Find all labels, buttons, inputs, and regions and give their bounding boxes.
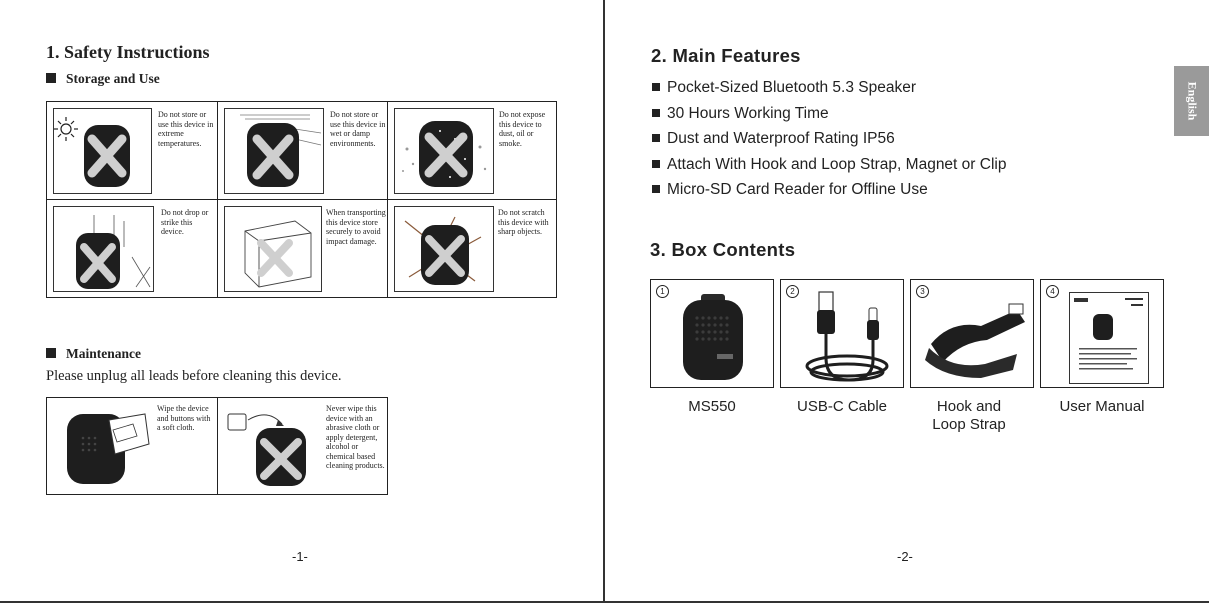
box-item-label: USB-C Cable	[796, 398, 888, 415]
user-manual-image	[1069, 292, 1149, 384]
feature-item	[652, 177, 1102, 203]
maintenance-cell-wipe	[47, 398, 218, 494]
feature-item	[652, 152, 1102, 178]
item-number: 3	[916, 285, 929, 298]
bullet-square-icon	[652, 83, 660, 91]
wet-environment-illustration	[224, 108, 324, 194]
storage-cell-wet	[218, 102, 388, 200]
storage-cell-text: When transporting this device store securely to avoid impact damage.	[326, 208, 386, 246]
drop-illustration	[53, 206, 154, 292]
bullet-square-icon	[652, 134, 660, 142]
bullet-square-icon	[652, 160, 660, 168]
storage-cell-temperature	[47, 102, 218, 200]
storage-cell-dust	[388, 102, 556, 200]
feature-text: Attach With Hook and Loop Strap, Magnet or Clip	[667, 155, 1007, 173]
temperature-illustration	[53, 108, 152, 194]
feature-text: Dust and Waterproof Rating IP56	[667, 130, 895, 148]
feature-text: Pocket-Sized Bluetooth 5.3 Speaker	[667, 79, 917, 96]
box-contents-title: 3. Box Contents	[650, 239, 796, 260]
box-item-label: Hook and Loop Strap	[932, 398, 1006, 433]
storage-cell-scratch	[388, 200, 556, 297]
storage-cell-text: Do not drop or strike this device.	[161, 208, 209, 236]
scratch-illustration	[394, 206, 494, 292]
maintenance-cell-text: Wipe the device and buttons with a soft cloth.	[157, 404, 211, 432]
storage-cell-drop	[47, 200, 218, 297]
maintenance-heading-text: Maintenance	[66, 346, 141, 361]
box-item-strap	[910, 279, 1034, 388]
bullet-square-icon	[46, 348, 56, 358]
manual-page-1	[0, 0, 605, 603]
storage-heading-text: Storage and Use	[66, 71, 160, 86]
wipe-illustration	[53, 404, 152, 488]
storage-cell-text: Do not scratch this device with sharp objects.	[498, 208, 549, 236]
bullet-square-icon	[46, 73, 56, 83]
item-number: 4	[1046, 285, 1059, 298]
bullet-square-icon	[652, 109, 660, 117]
safety-section-title: 1. Safety Instructions	[46, 42, 210, 62]
storage-cell-text: Do not store or use this device in wet or damp environments.	[330, 110, 386, 148]
box-item-label: MS550	[688, 398, 736, 415]
storage-heading	[46, 71, 160, 87]
item-number: 2	[786, 285, 799, 298]
maintenance-cell-no-abrasive	[218, 398, 387, 494]
feature-item	[652, 126, 1102, 152]
feature-text: 30 Hours Working Time	[667, 104, 829, 122]
strap-image	[921, 300, 1027, 380]
storage-cell-text: Do not expose this device to dust, oil or smoke.	[499, 110, 546, 148]
page-number: -2-	[897, 549, 913, 564]
abrasive-illustration	[224, 404, 323, 488]
features-list	[652, 75, 1102, 203]
page-number: -1-	[292, 549, 308, 564]
language-tab[interactable]	[1174, 66, 1209, 136]
feature-item	[652, 75, 1102, 101]
box-item-speaker	[650, 279, 774, 388]
storage-grid	[46, 101, 557, 298]
storage-cell-transport	[218, 200, 388, 297]
feature-item	[652, 101, 1102, 127]
sun-icon	[54, 117, 78, 141]
maintenance-heading	[46, 346, 141, 362]
dust-illustration	[394, 108, 494, 194]
features-section-title: 2. Main Features	[651, 45, 801, 66]
transport-illustration	[224, 206, 322, 292]
feature-text: Micro-SD Card Reader for Offline Use	[667, 181, 928, 199]
speaker-image	[681, 294, 745, 382]
box-item-label: User Manual	[1059, 398, 1145, 415]
bullet-square-icon	[652, 185, 660, 193]
box-item-cable	[780, 279, 904, 388]
usb-cable-image	[791, 288, 897, 384]
storage-cell-text: Do not store or use this device in extreme temperatures.	[158, 110, 214, 148]
language-tab-label: English	[1185, 81, 1199, 121]
maintenance-grid	[46, 397, 388, 495]
item-number: 1	[656, 285, 669, 298]
box-item-manual	[1040, 279, 1164, 388]
manual-page-2	[605, 0, 1209, 603]
maintenance-intro: Please unplug all leads before cleaning this device.	[46, 368, 342, 384]
maintenance-cell-text: Never wipe this device with an abrasive cloth or apply detergent, alcohol or chemical based cleaning products.	[326, 404, 385, 470]
